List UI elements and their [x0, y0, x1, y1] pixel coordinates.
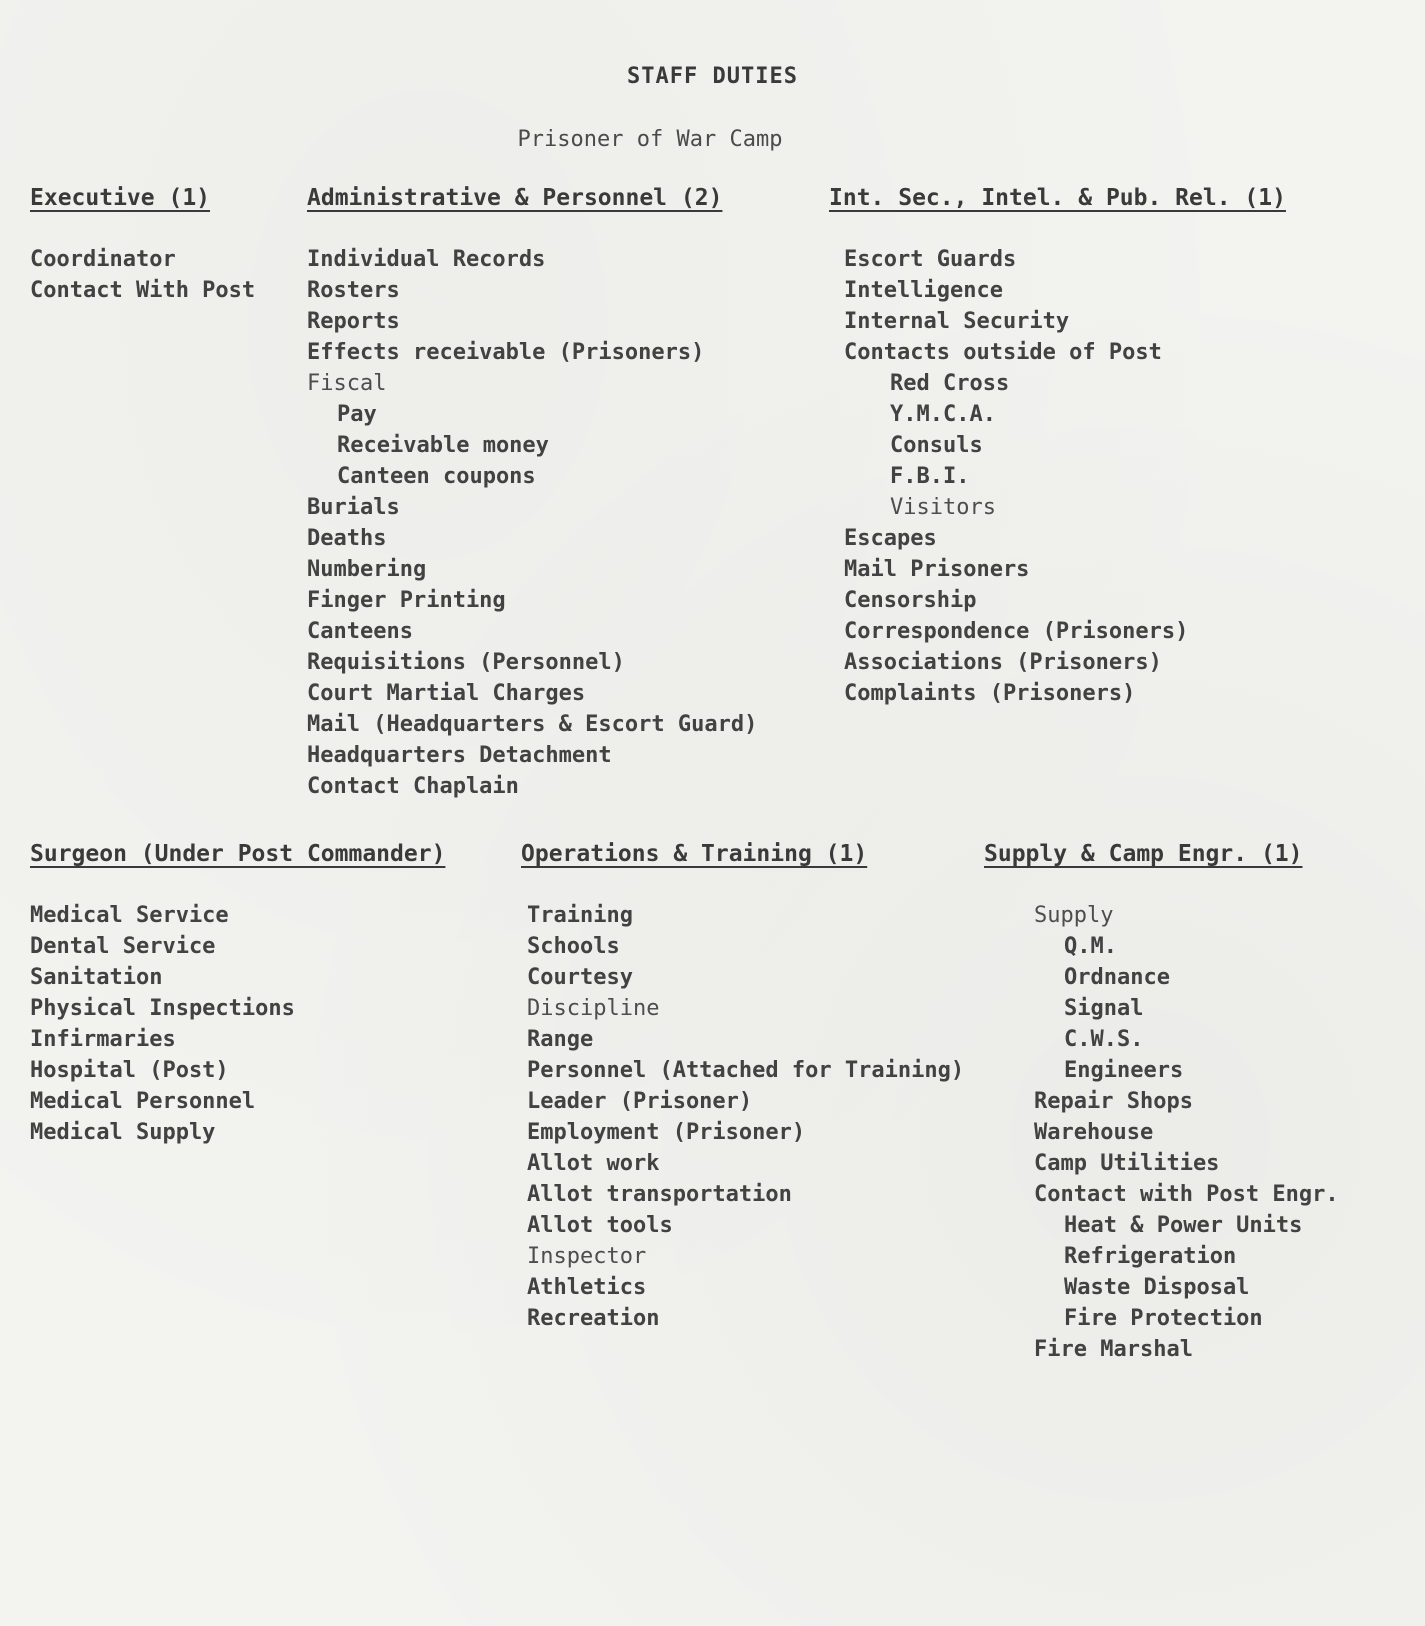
- duty-list: [521, 900, 964, 1334]
- duty-item: Infirmaries: [30, 1027, 176, 1052]
- duty-item: Coordinator: [30, 247, 176, 272]
- duty-subitem: Waste Disposal: [1064, 1275, 1250, 1300]
- duty-item: Allot work: [527, 1151, 660, 1176]
- duty-subitem: F.B.I.: [890, 464, 970, 489]
- duty-subitem: Y.M.C.A.: [890, 402, 996, 427]
- duty-item: Canteens: [307, 619, 413, 644]
- duty-item: Inspector: [527, 1244, 647, 1269]
- duty-item: Contact Chaplain: [307, 774, 519, 799]
- section-operations-training: [521, 841, 964, 1334]
- duty-item: Athletics: [527, 1275, 647, 1300]
- duty-subitem: Q.M.: [1064, 934, 1117, 959]
- duty-item: Medical Supply: [30, 1120, 216, 1145]
- section-supply-camp-engineer: [984, 841, 1339, 1365]
- duty-item: Discipline: [527, 996, 660, 1021]
- duty-item: Burials: [307, 495, 400, 520]
- duty-item: Reports: [307, 309, 400, 334]
- duty-item: Numbering: [307, 557, 427, 582]
- duty-subitem: Consuls: [890, 433, 983, 458]
- duty-item: Individual Records: [307, 247, 546, 272]
- duty-subitem: Canteen coupons: [337, 464, 536, 489]
- duty-item: Fire Marshal: [1034, 1337, 1193, 1362]
- duty-list: [829, 244, 1286, 709]
- duty-item: Employment (Prisoner): [527, 1120, 806, 1145]
- duty-subitem: Refrigeration: [1064, 1244, 1237, 1269]
- section-heading: Supply & Camp Engr. (1): [984, 841, 1303, 867]
- duty-list: [30, 900, 445, 1148]
- duty-list: [30, 244, 255, 306]
- duty-item: Escort Guards: [844, 247, 1017, 272]
- duty-item: Medical Personnel: [30, 1089, 256, 1114]
- duty-list: [984, 900, 1339, 1365]
- duty-item: Personnel (Attached for Training): [527, 1058, 965, 1083]
- duty-item: Deaths: [307, 526, 387, 551]
- duty-item: Internal Security: [844, 309, 1070, 334]
- duty-item: Headquarters Detachment: [307, 743, 612, 768]
- duty-item: Physical Inspections: [30, 996, 295, 1021]
- section-heading: Int. Sec., Intel. & Pub. Rel. (1): [829, 185, 1286, 211]
- duty-item: Supply: [1034, 903, 1114, 928]
- duty-item: Contact With Post: [30, 278, 256, 303]
- section-heading: Operations & Training (1): [521, 841, 868, 867]
- duty-subitem: Heat & Power Units: [1064, 1213, 1303, 1238]
- section-heading: Surgeon (Under Post Commander): [30, 841, 446, 867]
- duty-item: Allot tools: [527, 1213, 673, 1238]
- section-heading: Administrative & Personnel (2): [307, 185, 723, 211]
- duty-subitem: Signal: [1064, 996, 1144, 1021]
- duty-item: Complaints (Prisoners): [844, 681, 1136, 706]
- duty-item: Court Martial Charges: [307, 681, 586, 706]
- duty-item: Allot transportation: [527, 1182, 792, 1207]
- duty-item: Medical Service: [30, 903, 229, 928]
- section-administrative-personnel: [307, 185, 757, 802]
- duty-item: Repair Shops: [1034, 1089, 1193, 1114]
- duty-subitem: Receivable money: [337, 433, 549, 458]
- duty-item: Rosters: [307, 278, 400, 303]
- section-executive: [30, 185, 255, 306]
- duty-subitem: C.W.S.: [1064, 1027, 1144, 1052]
- duty-item: Camp Utilities: [1034, 1151, 1220, 1176]
- duty-item: Associations (Prisoners): [844, 650, 1162, 675]
- duty-item: Mail Prisoners: [844, 557, 1030, 582]
- duty-item: Finger Printing: [307, 588, 506, 613]
- duty-item: Leader (Prisoner): [527, 1089, 753, 1114]
- section-surgeon: [30, 841, 445, 1148]
- duty-item: Censorship: [844, 588, 977, 613]
- duty-item: Contact with Post Engr.: [1034, 1182, 1339, 1207]
- duty-item: Requisitions (Personnel): [307, 650, 625, 675]
- document-title: STAFF DUTIES: [627, 64, 798, 89]
- duty-item: Training: [527, 903, 633, 928]
- duty-item: Recreation: [527, 1306, 660, 1331]
- duty-item: Contacts outside of Post: [844, 340, 1162, 365]
- duty-subitem: Visitors: [890, 495, 996, 520]
- duty-subitem: Ordnance: [1064, 965, 1170, 990]
- duty-item: Escapes: [844, 526, 937, 551]
- duty-item: Sanitation: [30, 965, 163, 990]
- duty-subitem: Engineers: [1064, 1058, 1184, 1083]
- duty-item: Courtesy: [527, 965, 633, 990]
- duty-subitem: Red Cross: [890, 371, 1010, 396]
- duty-item: Schools: [527, 934, 620, 959]
- duty-item: Hospital (Post): [30, 1058, 229, 1083]
- duty-item: Fiscal: [307, 371, 387, 396]
- duty-item: Warehouse: [1034, 1120, 1154, 1145]
- duty-item: Mail (Headquarters & Escort Guard): [307, 712, 758, 737]
- section-intelligence-security: [829, 185, 1286, 709]
- duty-item: Correspondence (Prisoners): [844, 619, 1189, 644]
- section-heading: Executive (1): [30, 185, 211, 211]
- duty-item: Intelligence: [844, 278, 1003, 303]
- document-subtitle: Prisoner of War Camp: [517, 127, 783, 152]
- duty-subitem: Pay: [337, 402, 377, 427]
- duty-subitem: Fire Protection: [1064, 1306, 1263, 1331]
- duty-list: [307, 244, 757, 802]
- duty-item: Effects receivable (Prisoners): [307, 340, 705, 365]
- duty-item: Range: [527, 1027, 594, 1052]
- duty-item: Dental Service: [30, 934, 216, 959]
